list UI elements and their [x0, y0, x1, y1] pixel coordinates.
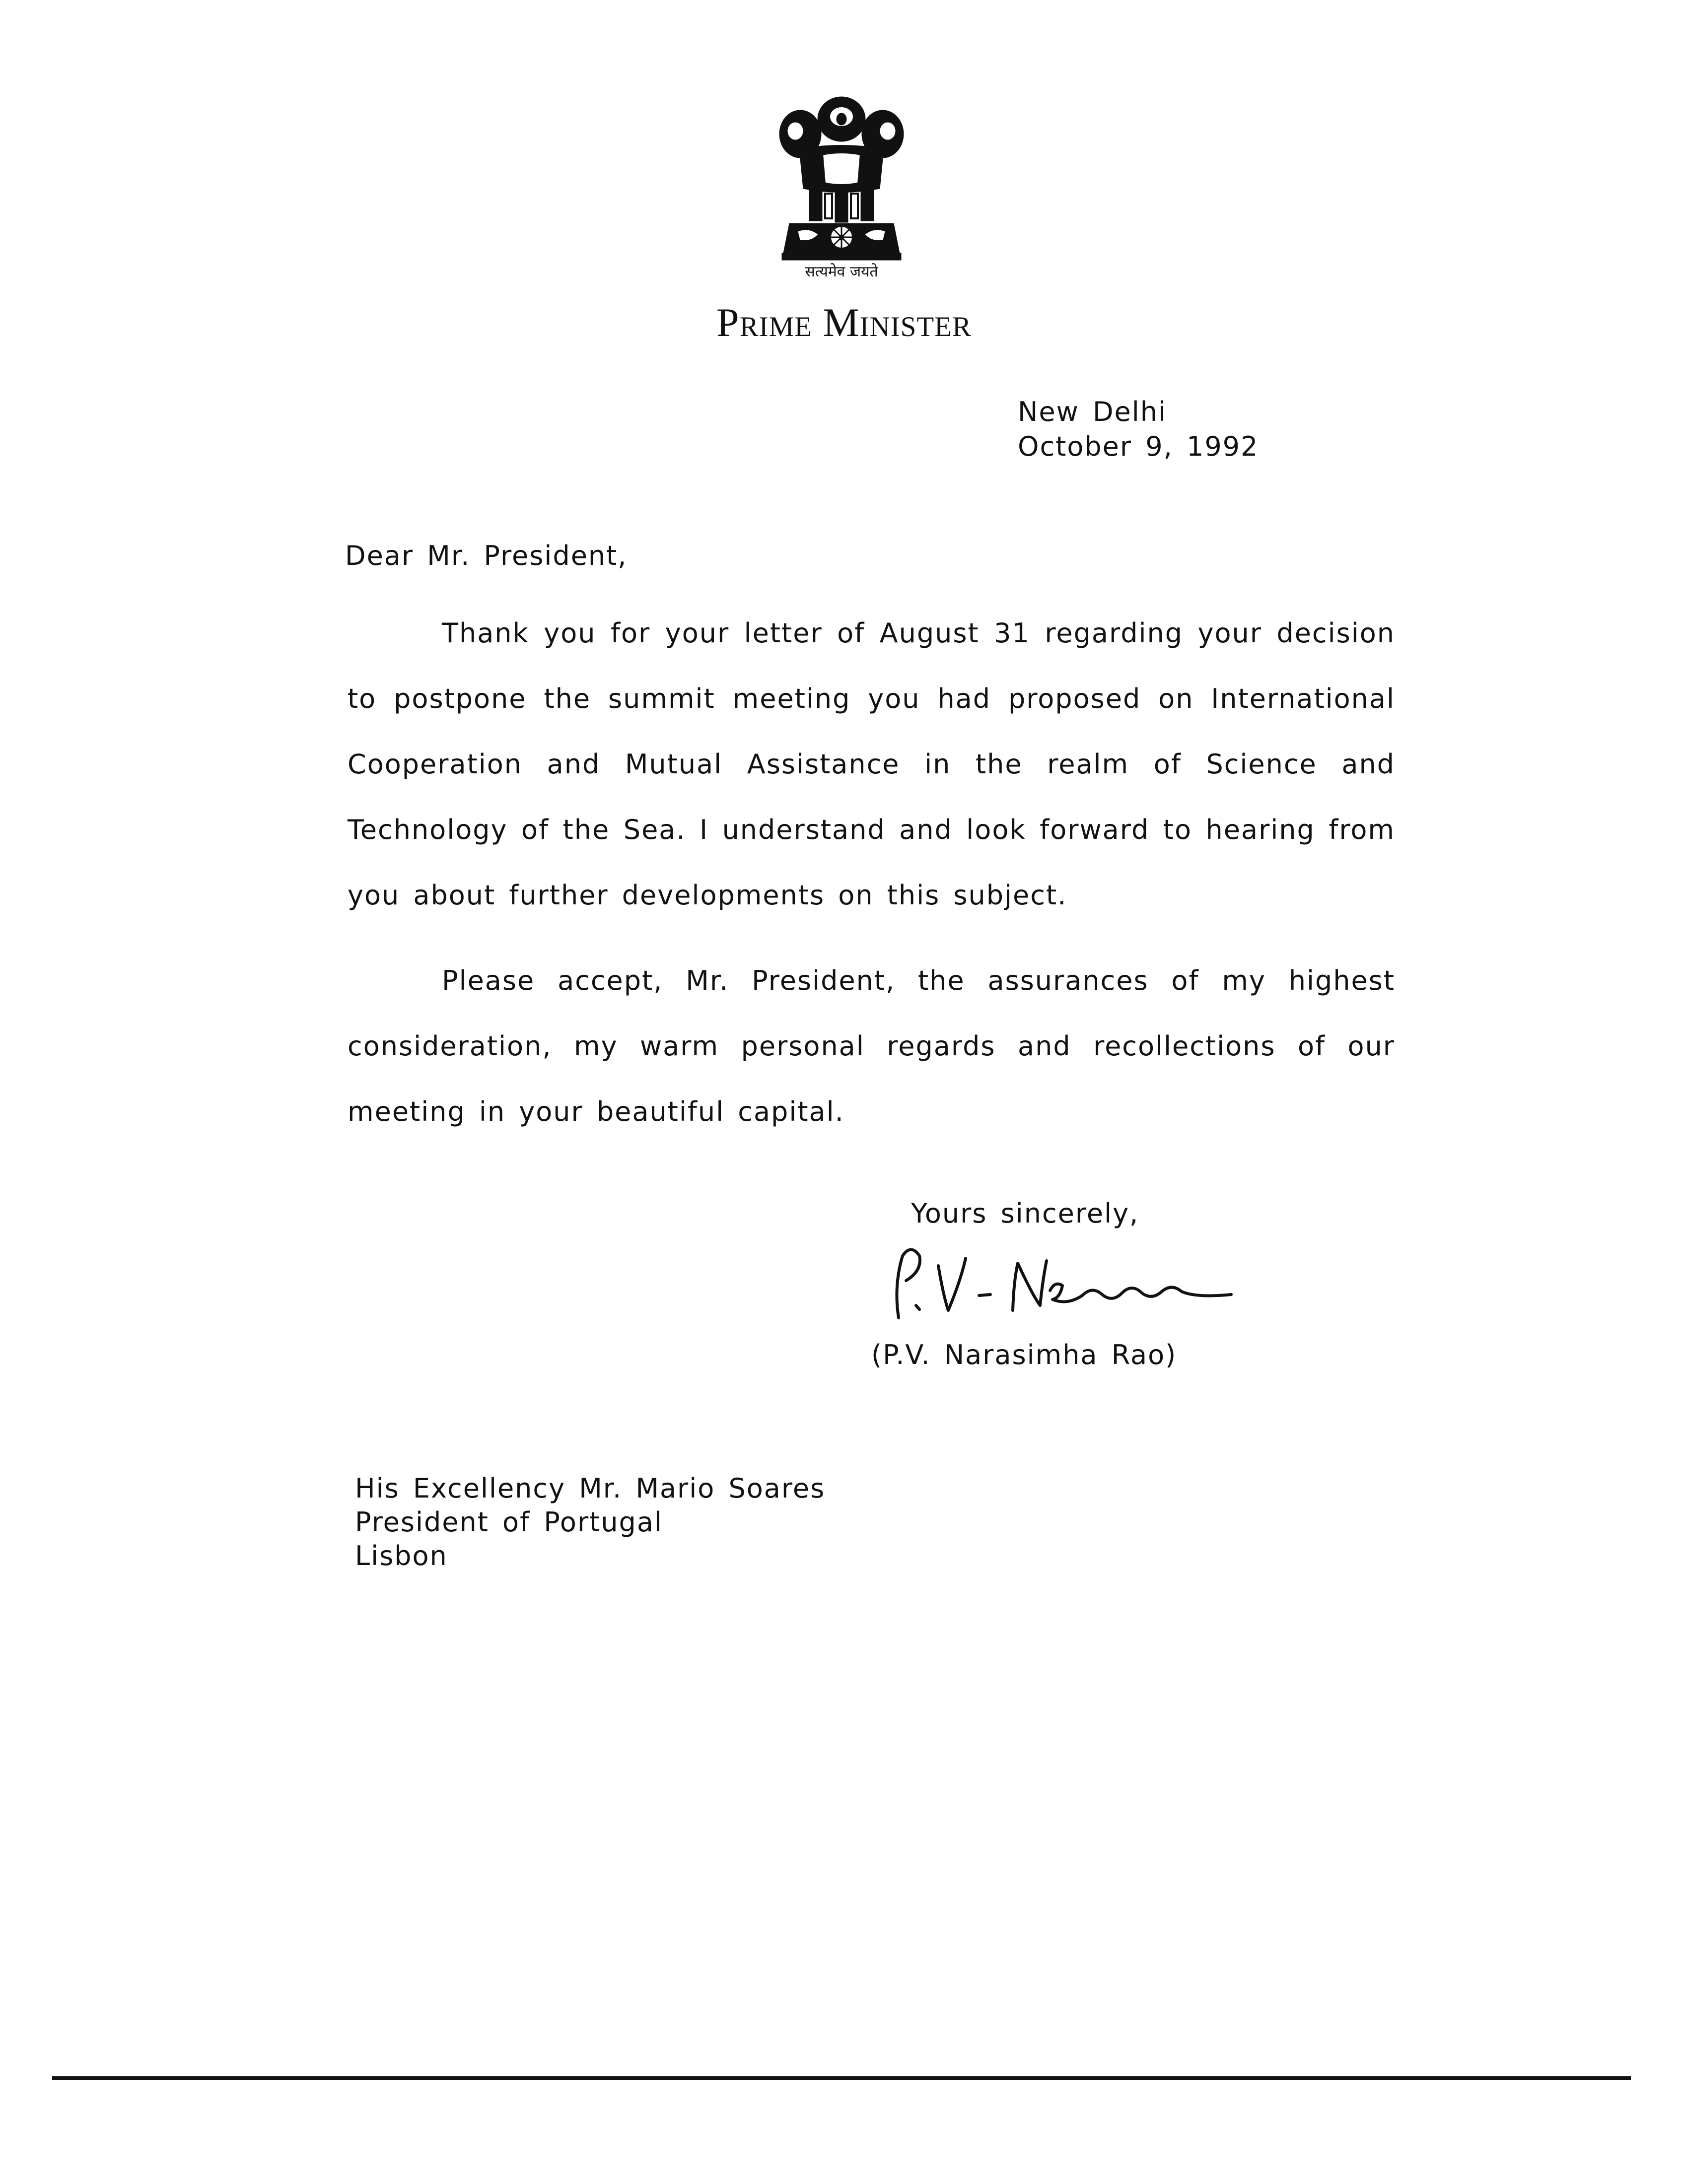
complimentary-close: Yours sincerely,: [911, 1198, 1139, 1229]
emblem-motto: सत्यमेव जयते: [805, 263, 878, 280]
addressee-line-3: Lisbon: [355, 1540, 448, 1571]
body-paragraph-1: Thank you for your letter of August 31 regarding your decision to postpone the summit meeting you had proposed on International Cooperation and Mutual Assistance in the realm of Science and Technology of the Sea. I understand and look forward to hearing from you about further developments on this subject.: [348, 617, 1395, 911]
place-date-block: [1018, 395, 1259, 464]
addressee-line-2: President of Portugal: [355, 1506, 663, 1538]
letter-place: New Delhi: [1018, 396, 1167, 427]
body-paragraph-2: Please accept, Mr. President, the assurances of my highest consideration, my warm personal regards and recollections of our meeting in your beautiful capital.: [348, 965, 1395, 1127]
salutation: Dear Mr. President,: [345, 540, 628, 571]
footer-rule: [52, 2076, 1631, 2080]
signatory-name: (P.V. Narasimha Rao): [871, 1339, 1177, 1370]
letter-date: October 9, 1992: [1018, 431, 1259, 462]
national-emblem-lion-capital-icon: [770, 89, 913, 268]
office-title: Prime Minister: [716, 300, 972, 345]
handwritten-signature: [864, 1236, 1261, 1330]
addressee-line-1: His Excellency Mr. Mario Soares: [355, 1473, 826, 1504]
addressee-block: [355, 1472, 825, 1573]
